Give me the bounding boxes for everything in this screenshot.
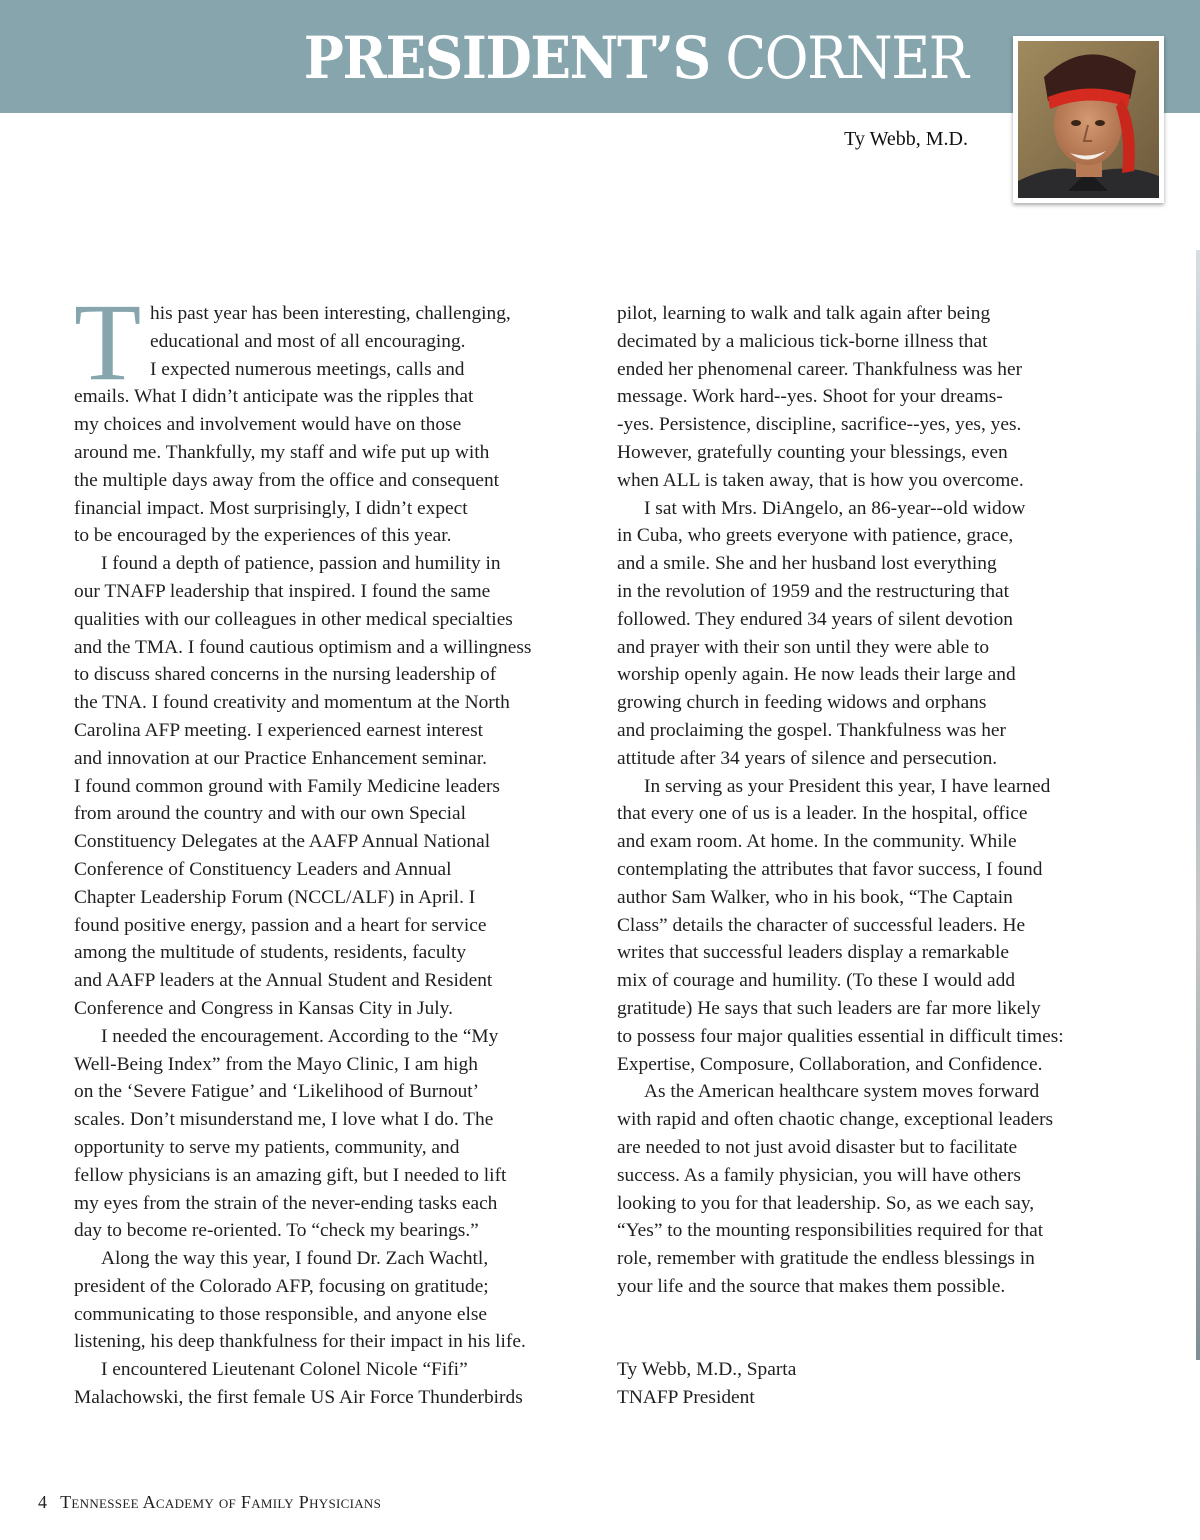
page-title-bold: PRESIDENT’S — [304, 24, 711, 92]
text-line: among the multitude of students, residents, faculty — [74, 942, 467, 964]
text-line: worship openly again. He now leads their large and — [617, 664, 1016, 686]
text-line: qualities with our colleagues in other medical specialties — [74, 608, 513, 630]
author-byline: Ty Webb, M.D. — [844, 128, 968, 150]
page-footer — [38, 1492, 381, 1513]
text-line: ended her phenomenal career. Thankfulness was her — [617, 358, 1023, 380]
text-line: my eyes from the strain of the never-ending tasks each — [74, 1192, 498, 1214]
text-line: looking to you for that leadership. So, as we each say, — [617, 1192, 1035, 1214]
text-line: scales. Don’t misunderstand me, I love what I do. The — [74, 1109, 494, 1131]
text-line: and the TMA. I found cautious optimism and a willingness — [74, 636, 532, 658]
text-line: president of the Colorado AFP, focusing on gratitude; — [74, 1275, 489, 1297]
text-line: -yes. Persistence, discipline, sacrifice--yes, yes, yes. — [617, 414, 1022, 436]
author-photo — [1013, 36, 1164, 203]
text-line: In serving as your President this year, I have learned — [644, 775, 1051, 797]
text-line: when ALL is taken away, that is how you overcome. — [617, 469, 1024, 491]
text-line: role, remember with gratitude the endless blessings in — [617, 1248, 1035, 1270]
text-line: message. Work hard--yes. Shoot for your dreams- — [617, 386, 1003, 408]
text-line: emails. What I didn’t anticipate was the ripples that — [74, 386, 474, 408]
page-edge-decoration — [1196, 250, 1200, 1360]
text-line: to discuss shared concerns in the nursing leadership of — [74, 664, 497, 686]
text-line: found positive energy, passion and a heart for service — [74, 914, 487, 936]
text-line: financial impact. Most surprisingly, I didn’t expect — [74, 497, 468, 519]
text-line: that every one of us is a leader. In the hospital, office — [617, 803, 1028, 825]
text-line: I expected numerous meetings, calls and — [150, 358, 465, 380]
text-line: “Yes” to the mounting responsibilities required for that — [617, 1220, 1044, 1242]
text-line: As the American healthcare system moves forward — [644, 1081, 1040, 1103]
text-line: I needed the encouragement. According to the “My — [101, 1025, 499, 1047]
text-line: around me. Thankfully, my staff and wife put up with — [74, 441, 490, 463]
text-line: with rapid and often chaotic change, exceptional leaders — [617, 1109, 1054, 1131]
text-line: I found a depth of patience, passion and humility in — [101, 553, 501, 575]
text-line: Well-Being Index” from the Mayo Clinic, I am high — [74, 1053, 478, 1075]
text-line: I sat with Mrs. DiAngelo, an 86-year--old widow — [644, 497, 1026, 519]
text-line: Along the way this year, I found Dr. Zach Wachtl, — [101, 1248, 489, 1270]
text-line: in Cuba, who greets everyone with patience, grace, — [617, 525, 1014, 547]
text-line: and prayer with their son until they were able to — [617, 636, 990, 658]
text-line: decimated by a malicious tick-borne illness that — [617, 330, 988, 352]
text-line: Conference of Constituency Leaders and Annual — [74, 858, 452, 880]
text-line: attitude after 34 years of silence and persecution. — [617, 747, 998, 769]
text-line: and innovation at our Practice Enhancement seminar. — [74, 747, 487, 769]
text-line: in the revolution of 1959 and the restructuring that — [617, 580, 1010, 602]
signature-block — [617, 1356, 796, 1412]
text-line: and exam room. At home. In the community. While — [617, 831, 1017, 853]
text-line: However, gratefully counting your blessings, even — [617, 441, 1008, 463]
author-portrait-image — [1018, 41, 1159, 198]
page-title-light: CORNER — [725, 24, 968, 92]
text-line: Conference and Congress in Kansas City in July. — [74, 997, 453, 1019]
text-line: contemplating the attributes that favor success, I found — [617, 858, 1043, 880]
text-line: Carolina AFP meeting. I experienced earnest interest — [74, 719, 484, 741]
text-line: our TNAFP leadership that inspired. I found the same — [74, 580, 491, 602]
text-line: opportunity to serve my patients, community, and — [74, 1136, 460, 1158]
text-line: on the ‘Severe Fatigue’ and ‘Likelihood of Burnout’ — [74, 1081, 480, 1103]
page-number: 4 — [38, 1492, 48, 1512]
text-line: writes that successful leaders display a remarkable — [617, 942, 1009, 964]
text-line: and proclaiming the gospel. Thankfulness was her — [617, 719, 1006, 741]
text-line: your life and the source that makes them possible. — [617, 1275, 1006, 1297]
text-line: author Sam Walker, who in his book, “The Captain — [617, 886, 1013, 908]
text-line: I encountered Lieutenant Colonel Nicole “Fifi” — [101, 1359, 468, 1381]
text-line: fellow physicians is an amazing gift, but I needed to lift — [74, 1164, 507, 1186]
text-line: Expertise, Composure, Collaboration, and Confidence. — [617, 1053, 1043, 1075]
article-right-column — [617, 300, 1117, 1301]
signature-name: Ty Webb, M.D., Sparta — [617, 1359, 797, 1380]
text-line: Class” details the character of successful leaders. He — [617, 914, 1026, 936]
text-line: I found common ground with Family Medicine leaders — [74, 775, 500, 797]
text-line: success. As a family physician, you will have others — [617, 1164, 1021, 1186]
text-line: the TNA. I found creativity and momentum at the North — [74, 692, 510, 714]
text-line: the multiple days away from the office and consequent — [74, 469, 500, 491]
text-line: growing church in feeding widows and orphans — [617, 692, 987, 714]
footer-organization: Tennessee Academy of Family Physicians — [60, 1492, 382, 1512]
text-line: Malachowski, the first female US Air Force Thunderbirds — [74, 1387, 523, 1409]
text-line: and AAFP leaders at the Annual Student and Resident — [74, 970, 493, 992]
text-line: to be encouraged by the experiences of this year. — [74, 525, 452, 547]
page-title — [304, 22, 968, 94]
text-line: listening, his deep thankfulness for their impact in his life. — [74, 1331, 526, 1353]
text-line: and a smile. She and her husband lost everything — [617, 553, 997, 575]
text-line: gratitude) He says that such leaders are far more likely — [617, 997, 1041, 1019]
text-line: mix of courage and humility. (To these I would add — [617, 970, 1016, 992]
article-left-column — [74, 300, 594, 1412]
drop-cap: T — [74, 281, 142, 403]
text-line: to possess four major qualities essential in difficult times: — [617, 1025, 1064, 1047]
text-line: day to become re-oriented. To “check my bearings.” — [74, 1220, 479, 1242]
text-line: educational and most of all encouraging. — [150, 330, 466, 352]
text-line: communicating to those responsible, and anyone else — [74, 1303, 488, 1325]
signature-title: TNAFP President — [617, 1386, 755, 1408]
text-line: Constituency Delegates at the AAFP Annual National — [74, 831, 491, 853]
text-line: are needed to not just avoid disaster but to facilitate — [617, 1136, 1018, 1158]
text-line: his past year has been interesting, challenging, — [150, 303, 511, 324]
text-line: pilot, learning to walk and talk again after being — [617, 303, 991, 324]
text-line: my choices and involvement would have on those — [74, 414, 462, 436]
text-line: Chapter Leadership Forum (NCCL/ALF) in April. I — [74, 886, 476, 908]
text-line: from around the country and with our own Special — [74, 803, 467, 825]
text-line: followed. They endured 34 years of silent devotion — [617, 608, 1013, 630]
